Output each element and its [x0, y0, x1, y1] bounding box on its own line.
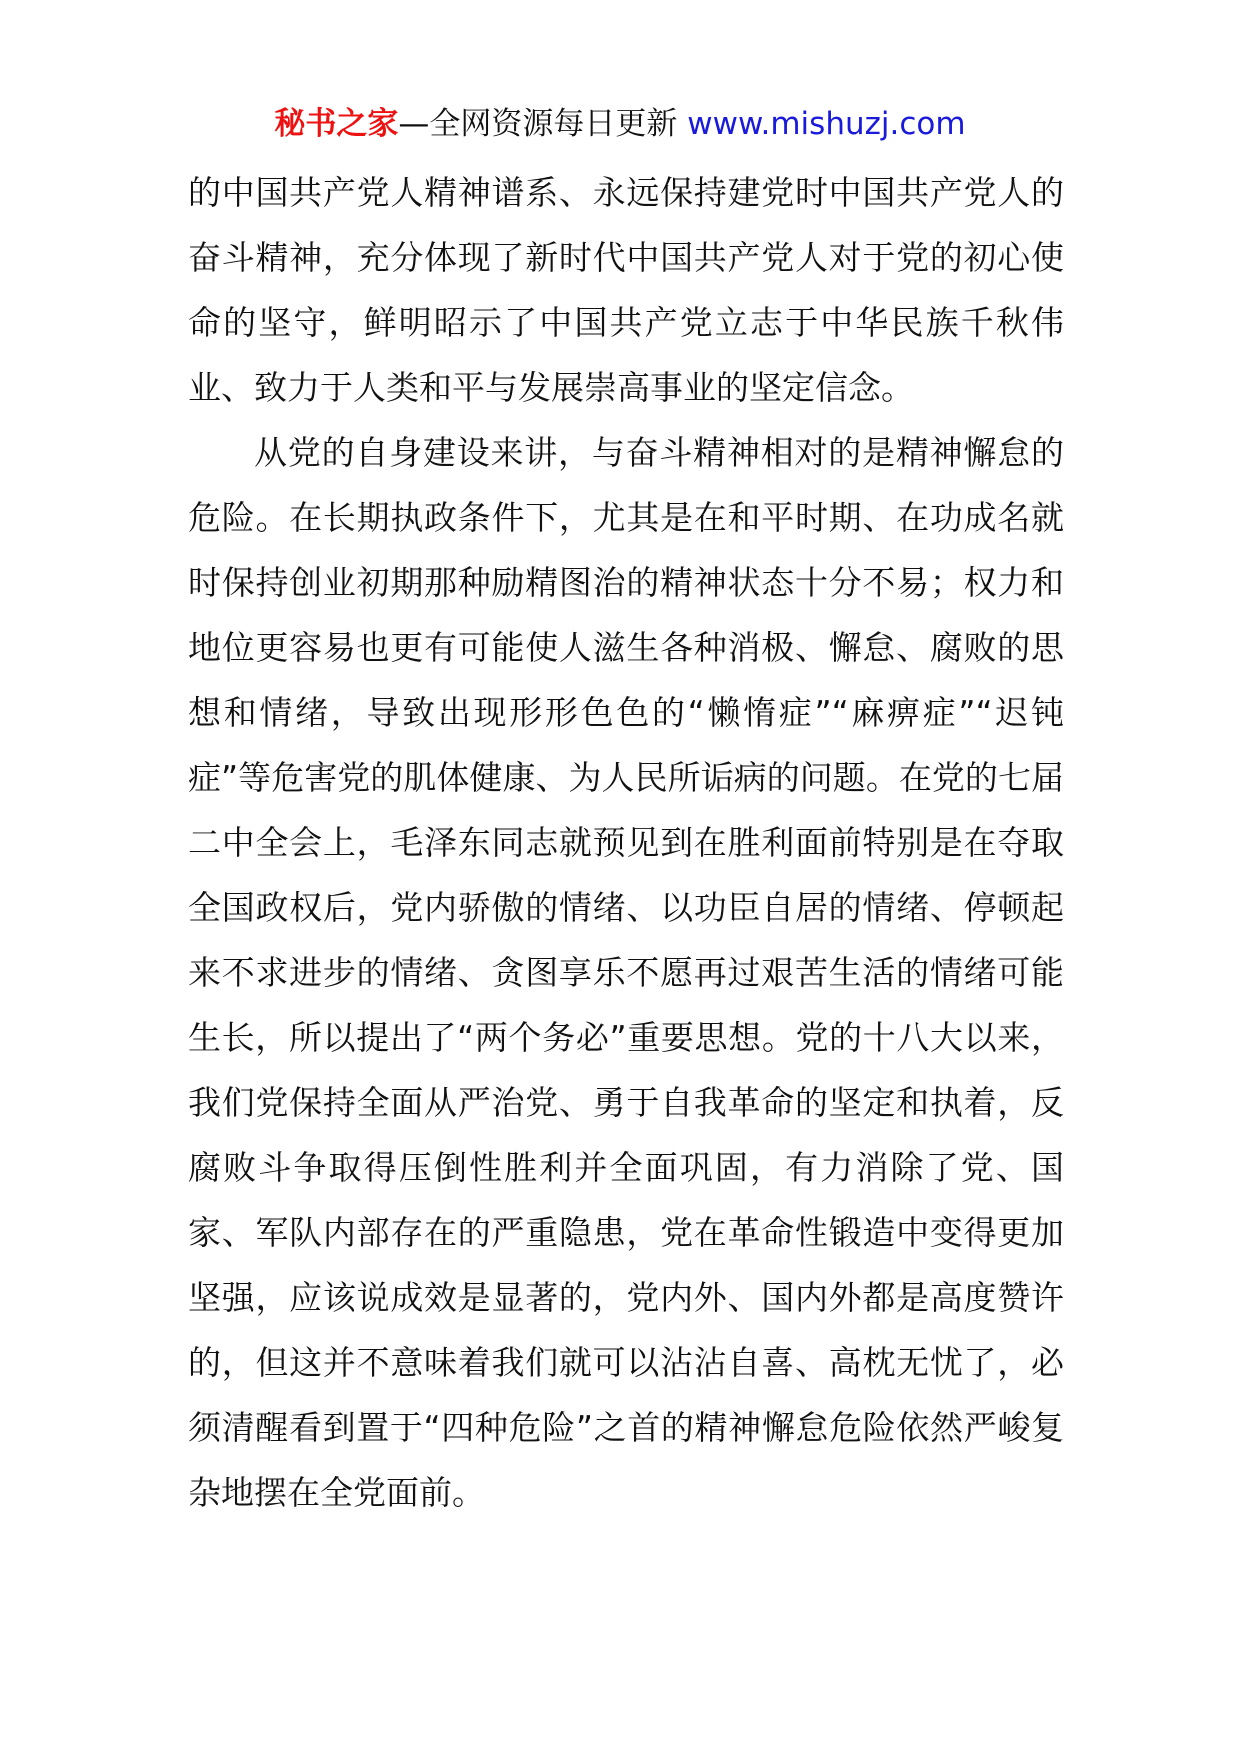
header-url-link[interactable]: www.mishuzj.com: [687, 106, 966, 142]
paragraph-continuation: 的中国共产党人精神谱系、永远保持建党时中国共产党人的奋斗精神，充分体现了新时代中国共产党人对于党的初心使命的坚守，鲜明昭示了中国共产党立志于中华民族千秋伟业、致力于人类和平与发展崇高事业的坚定信念。: [188, 173, 1064, 407]
paragraph-party-building: 从党的自身建设来讲，与奋斗精神相对的是精神懈怠的危险。在长期执政条件下，尤其是在和平时期、在功成名就时保持创业初期那种励精图治的精神状态十分不易；权力和地位更容易也更有可能使人滋生各种消极、懈怠、腐败的思想和情绪，导致出现形形色色的“懒惰症”“麻痹症”“迟钝症”等危害党的肌体健康、为人民所诟病的问题。在党的七届二中全会上，毛泽东同志就预见到在胜利面前特别是在夺取全国政权后，党内骄傲的情绪、以功臣自居的情绪、停顿起来不求进步的情绪、贪图享乐不愿再过艰苦生活的情绪可能生长，所以提出了“两个务必”重要思想。党的十八大以来，我们党保持全面从严治党、勇于自我革命的坚定和执着，反腐败斗争取得压倒性胜利并全面巩固，有力消除了党、国家、军队内部存在的严重隐患，党在革命性锻造中变得更加坚强，应该说成效是显著的，党内外、国内外都是高度赞许的，但这并不意味着我们就可以沾沾自喜、高枕无忧了，必须清醒看到置于“四种危险”之首的精神懈怠危险依然严峻复杂地摆在全党面前。: [188, 433, 1064, 1512]
header-brand: 秘书之家: [274, 106, 399, 142]
page-header: [0, 100, 1240, 148]
header-slogan: —全网资源每日更新: [398, 106, 688, 142]
document-body: [188, 160, 1064, 1525]
